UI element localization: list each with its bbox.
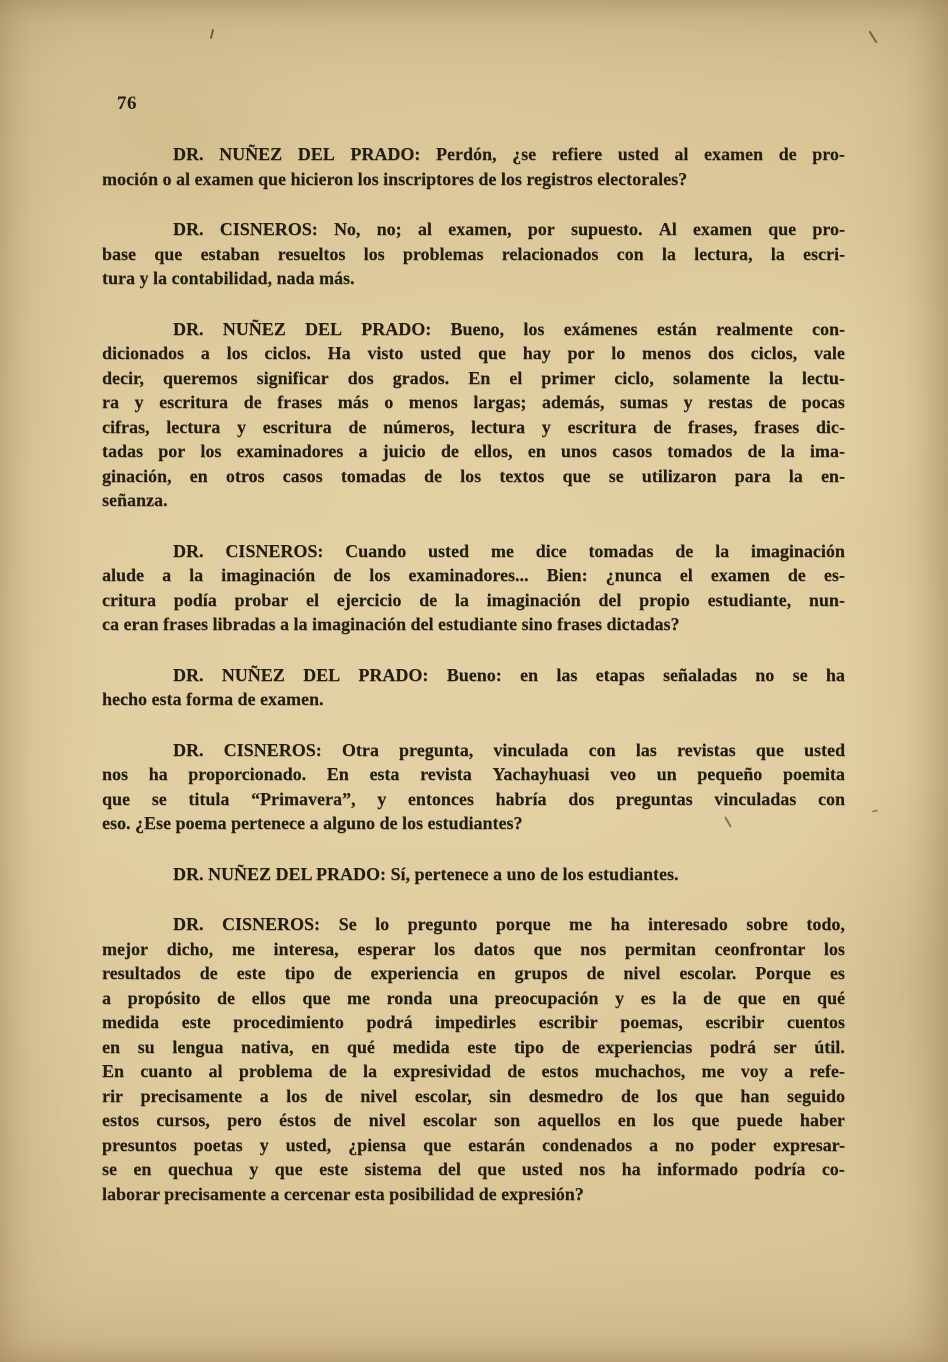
- text-line: critura podía probar el ejercicio de la imaginación del propio estudiante, nun-: [102, 589, 845, 610]
- text-line: DR. CISNEROS: Se lo pregunto porque me ha interesado sobre todo,: [173, 914, 845, 934]
- dialogue-paragraph: [102, 217, 845, 291]
- text-line: ginación, en otros casos tomadas de los textos que se utilizaron para la en-: [102, 465, 845, 486]
- paper-speck-icon: [868, 31, 877, 44]
- text-line: rir precisamente a los de nivel escolar, sin desmedro de los que han seguido: [102, 1085, 845, 1106]
- text-line: se en quechua y que este sistema del que usted nos ha informado podría co-: [102, 1159, 845, 1179]
- text-line: DR. NUÑEZ DEL PRADO: Bueno: en las etapas señaladas no se ha: [173, 664, 845, 685]
- text-line: base que estaban resueltos los problemas relacionados con la lectura, la escri-: [102, 243, 845, 264]
- text-line: DR. CISNEROS: Cuando usted me dice tomadas de la imaginación: [173, 540, 845, 561]
- text-line: a propósito de ellos que me ronda una preocupación y es la de que en qué: [102, 987, 845, 1008]
- page-number: 76: [117, 93, 137, 114]
- text-line: decir, queremos significar dos grados. En el primer ciclo, solamente la lectu-: [102, 367, 845, 388]
- text-line: ca eran frases libradas a la imaginación del estudiante sino frases dictadas?: [102, 614, 680, 634]
- text-line: presuntos poetas y usted, ¿piensa que estarán condenados a no poder expresar-: [102, 1134, 845, 1155]
- dialogue-paragraph: [102, 663, 845, 712]
- dialogue-paragraph: [102, 317, 845, 513]
- text-line: ra y escritura de frases más o menos largas; además, sumas y restas de pocas: [102, 392, 845, 412]
- text-line: resultados de este tipo de experiencia en grupos de nivel escolar. Porque es: [102, 963, 845, 983]
- text-line: que se titula “Primavera”, y entonces habría dos preguntas vinculadas con: [102, 788, 845, 809]
- text-line: señanza.: [102, 490, 168, 510]
- dialogue-paragraph: [102, 862, 845, 887]
- text-line: cifras, lectura y escritura de números, lectura y escritura de frases, frases dic-: [102, 416, 845, 437]
- text-line: en su lengua nativa, en qué medida este tipo de experiencias podrá ser útil.: [102, 1036, 845, 1057]
- paper-speck-icon: [210, 29, 214, 39]
- text-line: En cuanto al problema de la expresividad de estos muchachos, me voy a refe-: [102, 1061, 845, 1081]
- text-line: moción o al examen que hicieron los inscriptores de los registros electorales?: [102, 168, 688, 189]
- dialogue-paragraph: [102, 912, 845, 1206]
- paper-speck-icon: [872, 809, 878, 812]
- text-line: medida este procedimiento podrá impedirles escribir poemas, escribir cuentos: [102, 1012, 845, 1032]
- text-line: DR. CISNEROS: No, no; al examen, por supuesto. Al examen que pro-: [173, 219, 845, 239]
- text-line: DR. NUÑEZ DEL PRADO: Bueno, los exámenes están realmente con-: [173, 318, 845, 339]
- text-line: dicionados a los ciclos. Ha visto usted que hay por lo menos dos ciclos, vale: [102, 343, 845, 363]
- text-line: DR. CISNEROS: Otra pregunta, vinculada con las revistas que usted: [173, 739, 845, 760]
- text-line: laborar precisamente a cercenar esta posibilidad de expresión?: [102, 1183, 584, 1204]
- text-line: alude a la imaginación de los examinadores... Bien: ¿nunca el examen de es-: [102, 565, 845, 585]
- text-line: nos ha proporcionado. En esta revista Yachayhuasi veo un pequeño poemita: [102, 764, 845, 784]
- text-line: eso. ¿Ese poema pertenece a alguno de los estudiantes?: [102, 813, 523, 833]
- text-line: DR. NUÑEZ DEL PRADO: Sí, pertenece a uno de los estudiantes.: [173, 863, 679, 884]
- dialogue-text: [102, 142, 845, 1206]
- dialogue-paragraph: [102, 539, 845, 637]
- text-line: DR. NUÑEZ DEL PRADO: Perdón, ¿se refiere usted al examen de pro-: [173, 144, 845, 164]
- text-line: tura y la contabilidad, nada más.: [102, 268, 355, 288]
- text-line: hecho esta forma de examen.: [102, 689, 324, 709]
- text-line: tadas por los examinadores a juicio de ellos, en unos casos tomados de la ima-: [102, 441, 845, 461]
- text-line: estos cursos, pero éstos de nivel escolar son aquellos en los que puede haber: [102, 1110, 845, 1130]
- dialogue-paragraph: [102, 738, 845, 836]
- dialogue-paragraph: [102, 142, 845, 191]
- text-line: mejor dicho, me interesa, esperar los datos que nos permitan ceonfrontar los: [102, 938, 845, 959]
